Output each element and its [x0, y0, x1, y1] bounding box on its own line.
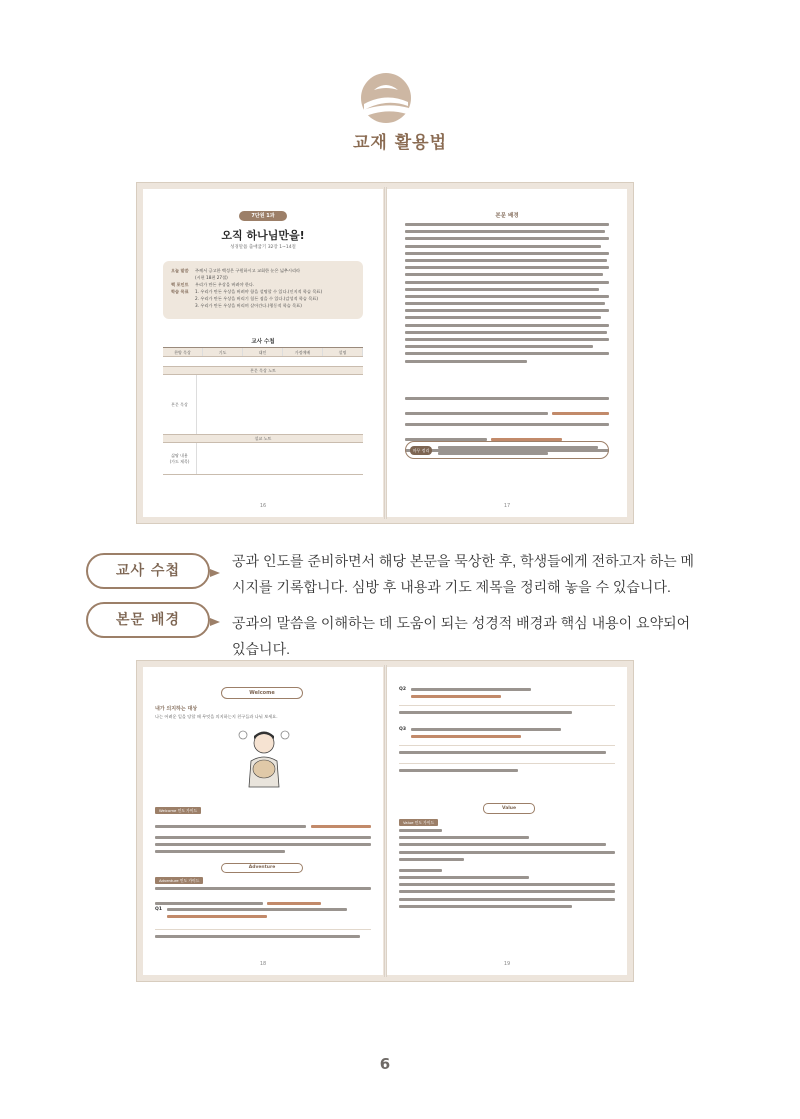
- welcome-guide-tag: Welcome 인도 가이드: [155, 807, 201, 814]
- page-left-18: [143, 667, 383, 975]
- prep-row-label: 삶땅 내용 (가도 제목): [163, 443, 197, 474]
- goal-row: 2. 우리가 만든 우상을 버리기 힘든 점을 수 있다.(감성적 학습 목표): [195, 296, 319, 301]
- goal-row: 3. 우리가 만든 우상을 버리며 살아간다.(행동적 학습 목표): [195, 303, 302, 308]
- prep-header-cell: 가정예배: [283, 348, 323, 356]
- page-left-16: [143, 189, 383, 517]
- divider: [399, 745, 615, 746]
- adventure-pill: Adventure: [221, 863, 303, 873]
- background-text: [405, 223, 609, 367]
- prep-header-cell: 설명: [323, 348, 363, 356]
- spread-1: [136, 182, 634, 524]
- label-pill-teacher-notes: 교사 수첩: [86, 553, 210, 589]
- lesson-subtitle: 성경말씀 출애굽기 32장 1~14절: [230, 245, 296, 250]
- q2-text: [411, 688, 611, 702]
- logo-icon: [360, 72, 412, 124]
- summary-bubble: [405, 441, 609, 459]
- q2-label: Q2: [399, 687, 406, 692]
- label-pill-background: 본문 배경: [86, 602, 210, 638]
- boy-illustration-icon: [235, 727, 293, 789]
- prep-table: [163, 347, 363, 475]
- teacher-answer: [399, 711, 615, 718]
- divider: [155, 929, 371, 930]
- background-title: 본문 배경: [495, 213, 519, 219]
- q3-label: Q3: [399, 727, 406, 732]
- prep-header-cell: 대인: [243, 348, 283, 356]
- teacher-answer: [155, 935, 371, 942]
- label-desc-teacher-notes: 공과 인도를 준비하면서 해당 본문을 묵상한 후, 학생들에게 전하고자 하는 메시지를 기록합니다. 심방 후 내용과 기도 제목을 정리해 놓을 수 있습니다.: [232, 553, 695, 595]
- spread-2: [136, 660, 634, 982]
- prep-row-label: 본문 묵상: [163, 375, 197, 434]
- welcome-pill: Welcome: [221, 687, 303, 699]
- page-right-19: [387, 667, 627, 975]
- prep-section: 설교 노트: [163, 435, 363, 443]
- prep-table-header: [163, 348, 363, 357]
- footer-page-number: 6: [379, 1055, 391, 1073]
- goal-row: 오늘 말씀 주께서 긍고한 백성은 구원하시고 교회한 눈은 넓추시리라: [171, 268, 301, 273]
- prep-title: 교사 수첩: [251, 339, 275, 345]
- welcome-guide-text: [155, 817, 371, 858]
- summary-tag: 마무 정리: [410, 446, 432, 455]
- label-desc-background: 공과의 말씀을 이해하는 데 도움이 되는 성경적 배경과 핵심 내용이 요약되어 있습니다.: [232, 615, 691, 657]
- transition-text: [399, 769, 615, 776]
- q1-text: [167, 908, 367, 922]
- prep-row: [163, 375, 363, 435]
- prep-header-cell: 기도: [203, 348, 243, 356]
- goal-row: 핵 포인트 우리가 만든 우상을 버려야 한다.: [171, 282, 255, 287]
- q1-label: Q1: [155, 907, 162, 912]
- goal-box: [163, 261, 363, 319]
- section-intro: 나는 어려운 일을 당할 때 무엇을 의지하는지 친구들과 나눠 보세요.: [155, 714, 278, 719]
- page-number: 19: [503, 961, 511, 967]
- q3-text: [411, 728, 611, 742]
- goal-row: (시편 18편 27절): [195, 275, 228, 280]
- goal-row: 학습 목표 1. 우리가 만든 우상을 버려야 함을 설명할 수 있다.(인지적 학습 목표): [171, 289, 323, 294]
- prep-header-cell: 찬양 묵상: [163, 348, 203, 356]
- page-title: 교재 활용법: [352, 133, 448, 153]
- teacher-answer: [399, 751, 615, 758]
- lesson-title: 오직 하나님만을!: [221, 229, 305, 242]
- prep-row: [163, 443, 363, 475]
- divider: [399, 763, 615, 764]
- page-number: 18: [259, 961, 267, 967]
- divider: [399, 705, 615, 706]
- value-pill: Value: [483, 803, 535, 814]
- section-title: 내가 의지하는 대상: [155, 706, 198, 712]
- adventure-guide-tag: Adventure 인도 가이드: [155, 877, 203, 884]
- page-right-17: [387, 189, 627, 517]
- page-number: 17: [503, 503, 511, 509]
- page-number: 16: [259, 503, 267, 509]
- value-guide-text: [399, 829, 615, 912]
- unit-tag: 7단원 1과: [239, 211, 287, 221]
- prep-section: 본문 묵상 노트: [163, 367, 363, 375]
- prep-blank-row: [163, 357, 363, 367]
- value-guide-tag: Value 인도 가이드: [399, 819, 438, 826]
